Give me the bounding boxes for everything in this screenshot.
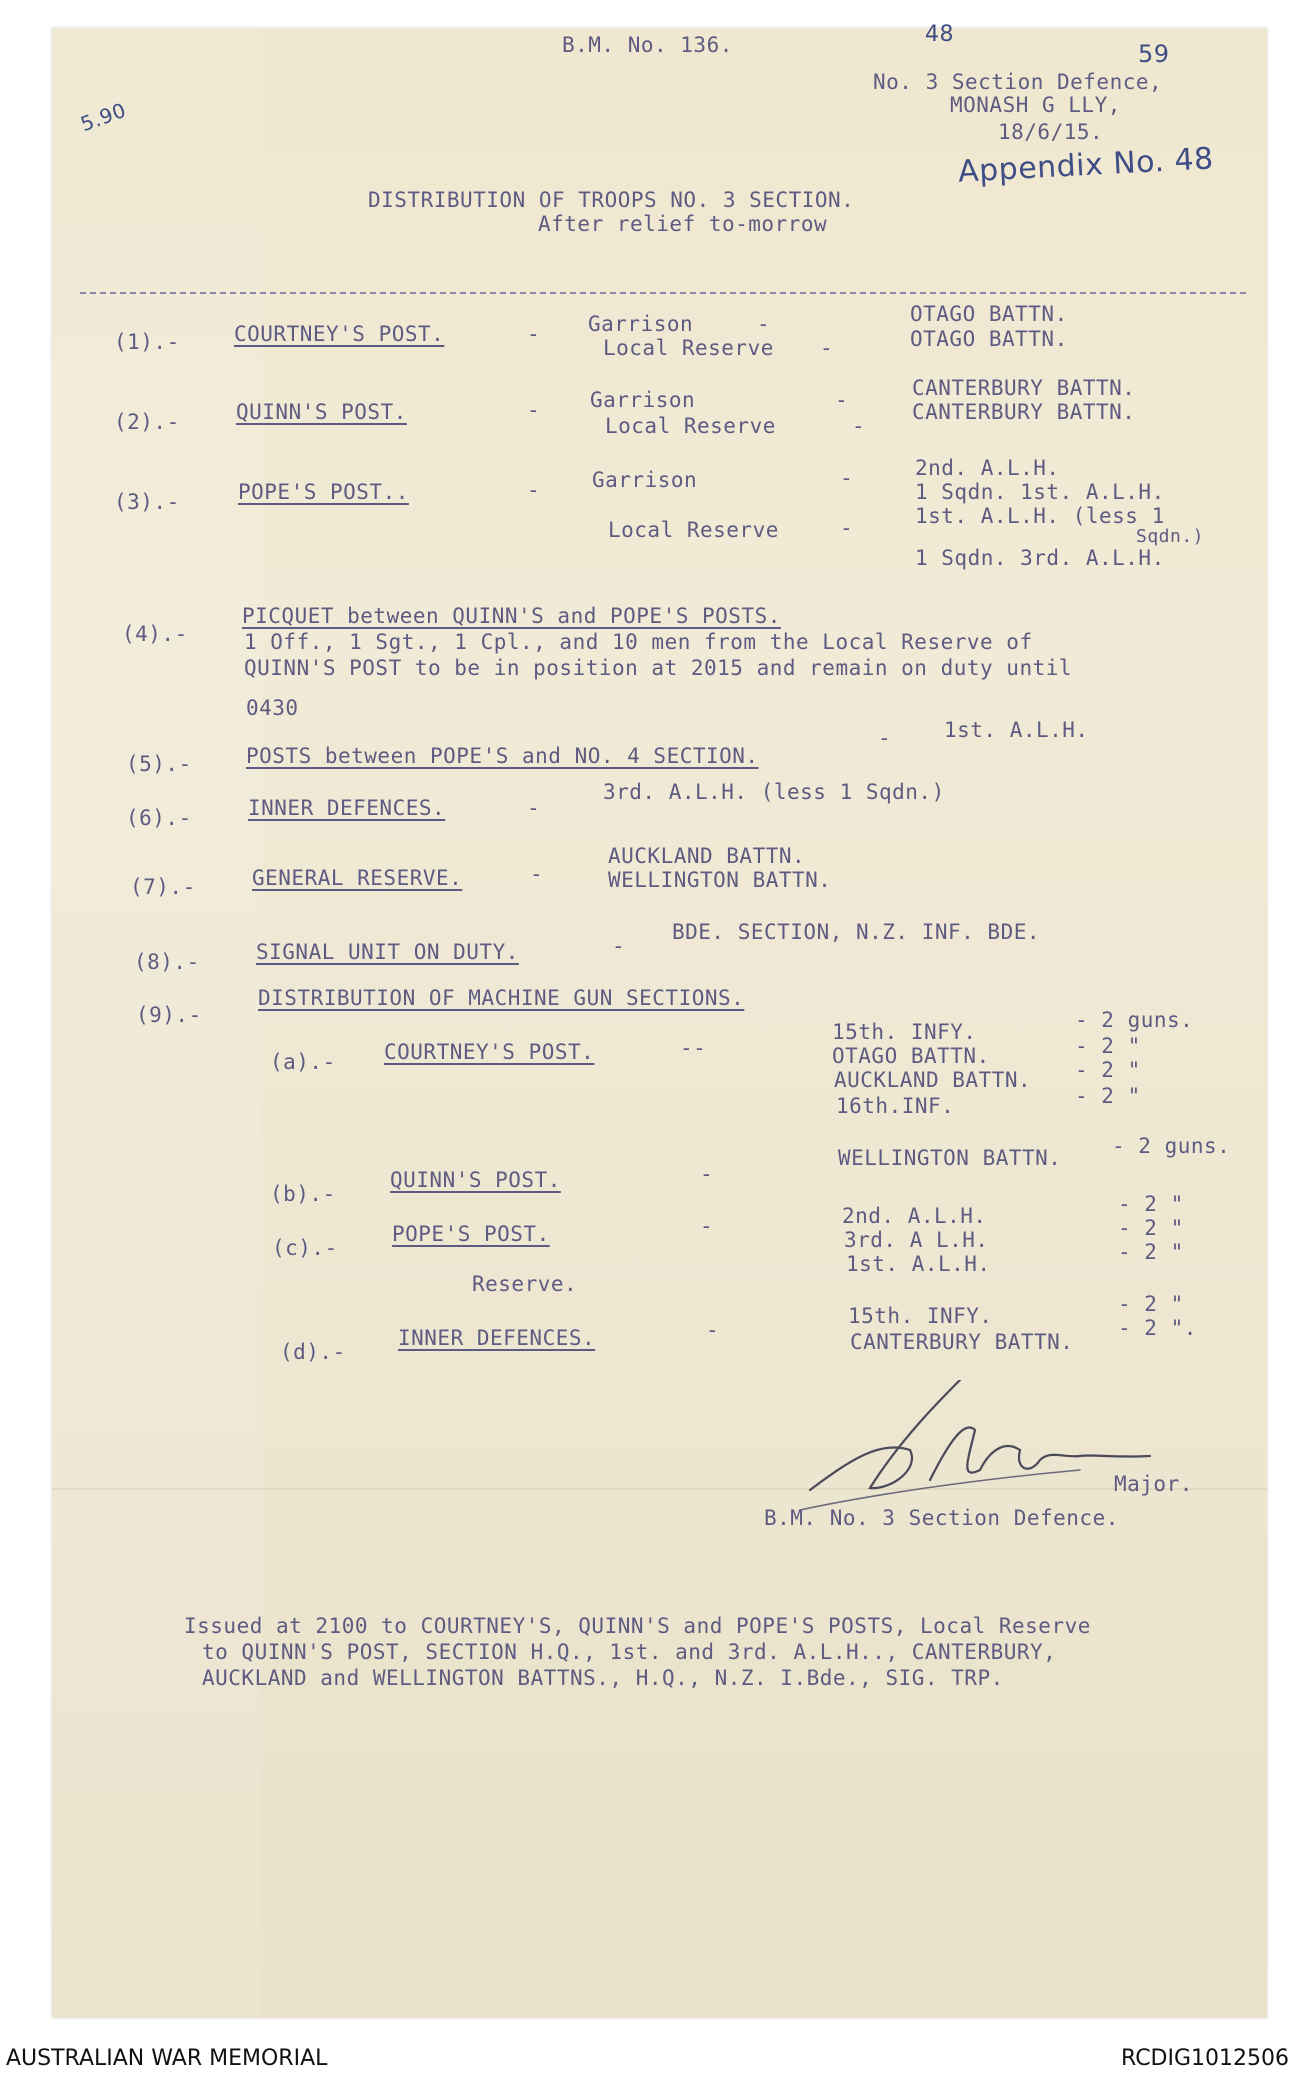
title-divider (80, 292, 1246, 294)
appendix-label: Appendix No. 48 (957, 141, 1215, 190)
item-1-dash1: - (757, 312, 771, 336)
mg-c-letter: (c).- (272, 1236, 338, 1260)
item-4-number: (4).- (122, 622, 188, 646)
mg-d-row-2-unit: CANTERBURY BATTN. (850, 1330, 1074, 1354)
item-3-number: (3).- (114, 490, 180, 514)
mg-heading: DISTRIBUTION OF MACHINE GUN SECTIONS. (258, 986, 745, 1010)
footer-archive-name: AUSTRALIAN WAR MEMORIAL (6, 2046, 328, 2071)
item-6-unit: 3rd. A.L.H. (less 1 Sqdn.) (603, 780, 945, 804)
signature-rank: Major. (1114, 1472, 1193, 1496)
issued-line-3: AUCKLAND and WELLINGTON BATTNS., H.Q., N.Z. I.Bde., SIG. TRP. (202, 1666, 1004, 1690)
mg-c-row-2-unit: 3rd. A L.H. (844, 1228, 989, 1252)
item-8-number: (8).- (134, 950, 200, 974)
item-3-unit2: 1 Sqdn. 1st. A.L.H. (915, 480, 1165, 504)
item-3-unit5: 1 Sqdn. 3rd. A.L.H. (915, 546, 1165, 570)
mg-d-row-2-count: - 2 ". (1118, 1316, 1197, 1340)
mg-b-letter: (b).- (270, 1182, 336, 1206)
item-1-unit2: OTAGO BATTN. (910, 327, 1068, 351)
item-3-post: POPE'S POST.. (238, 480, 409, 504)
item-1-role2: Local Reserve (603, 336, 774, 360)
item-5-dash: - (878, 726, 892, 750)
mg-c-row-1-count: - 2 " (1118, 1192, 1184, 1216)
mg-a-row-4-count: - 2 " (1075, 1084, 1141, 1108)
mg-a-dash: -- (680, 1036, 707, 1060)
mg-a-row-1-unit: 15th. INFY. (832, 1020, 977, 1044)
item-5-unit: 1st. A.L.H. (944, 718, 1089, 742)
mg-c-dash: - (700, 1214, 714, 1238)
mg-c-post: POPE'S POST. (392, 1222, 550, 1246)
item-1-dash2: - (820, 336, 834, 360)
mg-a-row-2-unit: OTAGO BATTN. (832, 1044, 990, 1068)
picquet-line-1: 1 Off., 1 Sgt., 1 Cpl., and 10 men from the Local Reserve of (244, 630, 1033, 654)
page-number: 59 (1138, 40, 1170, 68)
item-8-dash: - (612, 934, 626, 958)
item-5-number: (5).- (126, 752, 192, 776)
mg-b-unit: WELLINGTON BATTN. (838, 1146, 1062, 1170)
mg-a-row-4-unit: 16th.INF. (836, 1094, 955, 1118)
margin-note-48: 48 (925, 22, 954, 47)
item-7-label: GENERAL RESERVE. (252, 866, 463, 890)
footer-record-id: RCDIG1012506 (1121, 2046, 1290, 2071)
item-6-dash: - (527, 796, 541, 820)
item-1-unit1: OTAGO BATTN. (910, 302, 1068, 326)
item-3-unit4: Sqdn.) (1136, 526, 1205, 547)
mg-a-letter: (a).- (270, 1050, 336, 1074)
item-3-unit3: 1st. A.L.H. (less 1 (915, 504, 1165, 528)
picquet-line-3: 0430 (246, 696, 299, 720)
mg-b-count: - 2 guns. (1112, 1134, 1231, 1158)
item-3-role1: Garrison (592, 468, 698, 492)
picquet-line-2: QUINN'S POST to be in position at 2015 and remain on duty until (244, 656, 1073, 680)
item-2-dash2: - (852, 414, 866, 438)
doc-subtitle: After relief to-morrow (538, 212, 828, 236)
mg-b-post: QUINN'S POST. (390, 1168, 561, 1192)
item-1-dash: - (527, 322, 541, 346)
item-3-dash: - (527, 478, 541, 502)
mg-a-row-2-count: - 2 " (1075, 1034, 1141, 1058)
item-7-unit1: AUCKLAND BATTN. (608, 844, 806, 868)
item-2-dash: - (527, 398, 541, 422)
item-8-label: SIGNAL UNIT ON DUTY. (256, 940, 519, 964)
item-3-role2: Local Reserve (608, 518, 779, 542)
item-9-number: (9).- (136, 1003, 202, 1027)
mg-c-row-2-count: - 2 " (1118, 1216, 1184, 1240)
signature-scrawl (790, 1380, 1170, 1520)
mg-a-row-3-count: - 2 " (1075, 1058, 1141, 1082)
picquet-heading: PICQUET between QUINN'S and POPE'S POSTS. (242, 604, 781, 628)
mg-c-row-1-unit: 2nd. A.L.H. (842, 1204, 987, 1228)
item-7-dash: - (530, 862, 544, 886)
item-2-unit2: CANTERBURY BATTN. (912, 400, 1136, 424)
mg-d-dash: - (706, 1318, 720, 1342)
item-6-number: (6).- (126, 806, 192, 830)
item-7-unit2: WELLINGTON BATTN. (608, 868, 832, 892)
item-6-label: INNER DEFENCES. (248, 796, 446, 820)
item-2-dash1: - (835, 388, 849, 412)
section-place: MONASH G LLY, (950, 93, 1121, 117)
item-2-role2: Local Reserve (605, 414, 776, 438)
mg-a-row-3-unit: AUCKLAND BATTN. (834, 1068, 1032, 1092)
item-3-dash1: - (840, 466, 854, 490)
item-2-unit1: CANTERBURY BATTN. (912, 376, 1136, 400)
signature-title: B.M. No. 3 Section Defence. (764, 1506, 1119, 1530)
item-3-dash2: - (840, 516, 854, 540)
item-1-number: (1).- (114, 330, 180, 354)
item-2-post: QUINN'S POST. (236, 400, 407, 424)
margin-note-left: 5.90 (77, 97, 130, 137)
mg-d-post: INNER DEFENCES. (398, 1326, 596, 1350)
item-7-number: (7).- (130, 875, 196, 899)
mg-reserve-label: Reserve. (472, 1272, 578, 1296)
mg-d-row-1-count: - 2 " (1118, 1292, 1184, 1316)
issued-line-1: Issued at 2100 to COURTNEY'S, QUINN'S and POPE'S POSTS, Local Reserve (184, 1614, 1091, 1638)
item-2-number: (2).- (114, 410, 180, 434)
item-5-label: POSTS between POPE'S and NO. 4 SECTION. (246, 744, 759, 768)
item-3-unit1: 2nd. A.L.H. (915, 456, 1060, 480)
mg-a-row-1-count: - 2 guns. (1075, 1008, 1194, 1032)
mg-b-dash: - (700, 1162, 714, 1186)
mg-c-row-3-count: - 2 " (1118, 1240, 1184, 1264)
doc-title: DISTRIBUTION OF TROOPS NO. 3 SECTION. (368, 188, 855, 212)
item-8-unit: BDE. SECTION, N.Z. INF. BDE. (672, 920, 1041, 944)
item-1-post: COURTNEY'S POST. (234, 322, 445, 346)
mg-c-row-3-unit: 1st. A.L.H. (846, 1252, 991, 1276)
section-name: No. 3 Section Defence, (873, 70, 1163, 94)
document-date: 18/6/15. (998, 120, 1104, 144)
item-2-role1: Garrison (590, 388, 696, 412)
mg-d-row-1-unit: 15th. INFY. (848, 1304, 993, 1328)
issued-line-2: to QUINN'S POST, SECTION H.Q., 1st. and 3rd. A.L.H.., CANTERBURY, (202, 1640, 1057, 1664)
bm-number: B.M. No. 136. (562, 33, 733, 57)
item-1-role1: Garrison (588, 312, 694, 336)
mg-a-post: COURTNEY'S POST. (384, 1040, 595, 1064)
mg-d-letter: (d).- (280, 1340, 346, 1364)
